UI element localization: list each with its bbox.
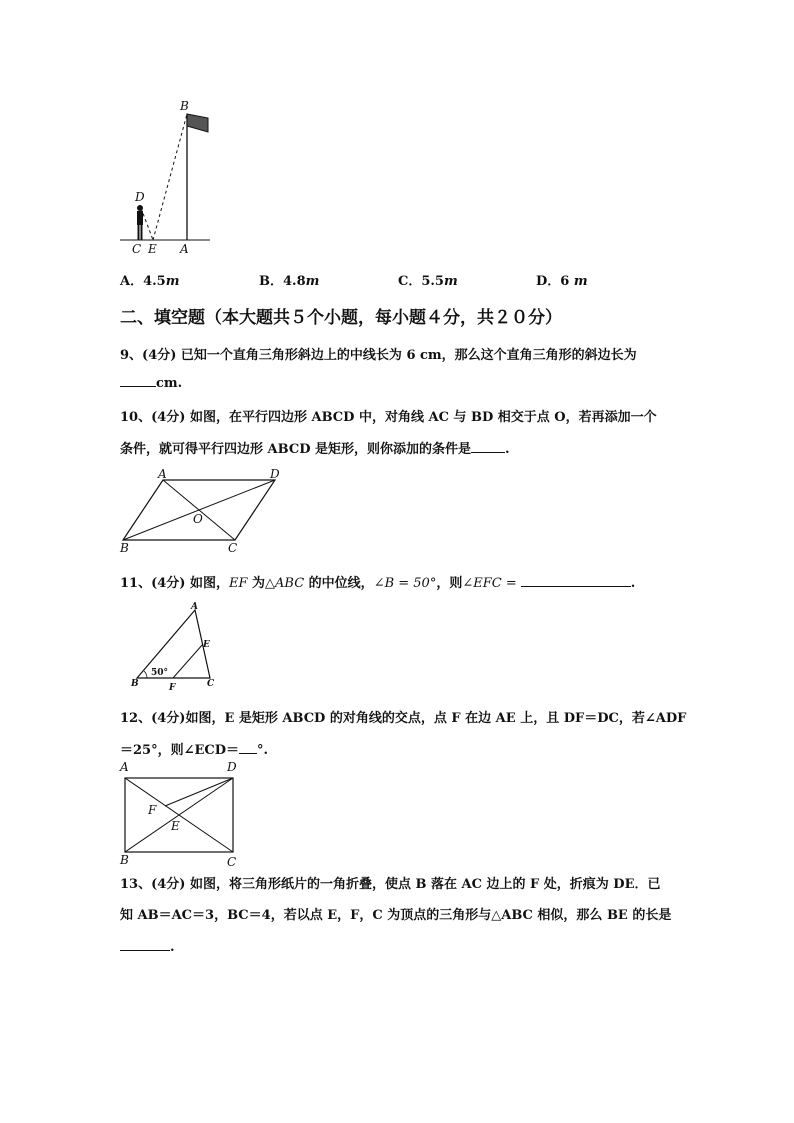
- label-angle: 50°: [151, 668, 169, 678]
- q11-mid3: ，则: [436, 576, 463, 591]
- q11-line: [120, 572, 635, 591]
- label-f: F: [148, 803, 157, 817]
- section-title: 二、填空题（本大题共５个小题，每小题４分，共２０分）: [120, 308, 562, 328]
- answer-blank[interactable]: [120, 938, 170, 951]
- label-e: E: [171, 819, 180, 833]
- q11-mid2: 的中位线，: [304, 576, 374, 591]
- label-d: D: [135, 190, 145, 204]
- q9-line1: 9、(4分) 已知一个直角三角形斜边上的中线长为 6 cm，那么这个直角三角形的斜边长为: [120, 348, 637, 363]
- label-e: E: [203, 640, 210, 650]
- option-letter: B．: [259, 274, 283, 289]
- option-value: 5.5: [421, 274, 444, 289]
- option-unit: m: [443, 274, 458, 289]
- label-b: B: [120, 541, 129, 555]
- answer-blank[interactable]: [120, 374, 156, 387]
- rectangle-figure: [115, 758, 250, 870]
- option-value: 6: [560, 274, 574, 289]
- q11-angle: ∠B = 50°: [373, 576, 437, 591]
- q11-end: .: [630, 576, 636, 591]
- q13-end: .: [170, 940, 175, 955]
- q13-line3: [120, 938, 175, 955]
- q12-unit: °.: [257, 743, 269, 758]
- label-a: A: [120, 760, 129, 774]
- label-a: A: [180, 242, 189, 256]
- q10-end: .: [505, 442, 510, 457]
- label-d: D: [270, 467, 280, 481]
- label-b: B: [131, 679, 139, 689]
- q12-line1: 12、(4分)如图，E 是矩形 ABCD 的对角线的交点，点 F 在边 AE 上，且 DF＝DC，若∠ADF: [120, 711, 687, 726]
- option-b: [259, 270, 319, 289]
- parallelogram-figure: [115, 468, 290, 558]
- answer-blank[interactable]: [239, 741, 257, 754]
- q9-line2: [120, 374, 182, 391]
- option-d: [536, 270, 588, 289]
- option-unit: m: [165, 274, 180, 289]
- option-a: [120, 270, 179, 289]
- label-c: C: [207, 679, 215, 689]
- q10-line2: [120, 438, 510, 457]
- answer-blank[interactable]: [471, 440, 505, 453]
- triangle-outline: [137, 610, 210, 678]
- option-unit: m: [305, 274, 320, 289]
- q11-triangle: △ABC: [265, 576, 305, 591]
- midline-ef: [173, 644, 203, 678]
- option-value: 4.5: [143, 274, 166, 289]
- flagpole-figure: [110, 96, 220, 261]
- q13-line1: 13、(4分) 如图，将三角形纸片的一角折叠，使点 B 落在 AC 边上的 F 处，折痕为 DE．已: [120, 877, 661, 892]
- q11-mid1: 为: [247, 576, 266, 591]
- q12-line2-text: ＝25°，则∠ECD＝: [120, 743, 240, 758]
- label-b: B: [180, 99, 189, 113]
- label-a: A: [191, 602, 198, 612]
- option-unit: m: [573, 274, 588, 289]
- flag-shape: [187, 114, 208, 132]
- q11-ef: EF: [228, 576, 248, 591]
- q12-line2: [120, 739, 268, 758]
- label-a: A: [158, 467, 167, 481]
- angle-arc: [144, 671, 147, 678]
- option-c: [398, 270, 458, 289]
- dashed-line-eb: [153, 114, 187, 240]
- q10-line1: 10、(4分) 如图，在平行四边形 ABCD 中，对角线 AC 与 BD 相交于点 O，若再添加一个: [120, 410, 657, 425]
- q13-line2: 知 AB＝AC＝3，BC＝4，若以点 E，F，C 为顶点的三角形与△ABC 相似，那么 BE 的长是: [120, 908, 672, 923]
- option-letter: C．: [398, 274, 422, 289]
- label-c: C: [228, 541, 238, 555]
- triangle-figure: [125, 600, 225, 692]
- label-d: D: [227, 760, 237, 774]
- label-b: B: [120, 853, 129, 867]
- label-o: O: [193, 512, 203, 526]
- answer-blank[interactable]: [521, 574, 631, 587]
- q10-line2-text: 条件，就可得平行四边形 ABCD 是矩形，则你添加的条件是: [120, 442, 471, 457]
- q11-ask: ∠EFC =: [462, 576, 517, 591]
- option-letter: A．: [120, 274, 144, 289]
- label-c: C: [132, 242, 142, 256]
- option-letter: D．: [536, 274, 561, 289]
- option-value: 4.8: [283, 274, 306, 289]
- diagonal-bd: [123, 480, 275, 540]
- q9-unit: cm.: [156, 376, 183, 391]
- label-e: E: [148, 242, 157, 256]
- label-c: C: [227, 855, 237, 869]
- label-f: F: [169, 683, 176, 693]
- q11-prefix: 11、(4分) 如图，: [120, 576, 229, 591]
